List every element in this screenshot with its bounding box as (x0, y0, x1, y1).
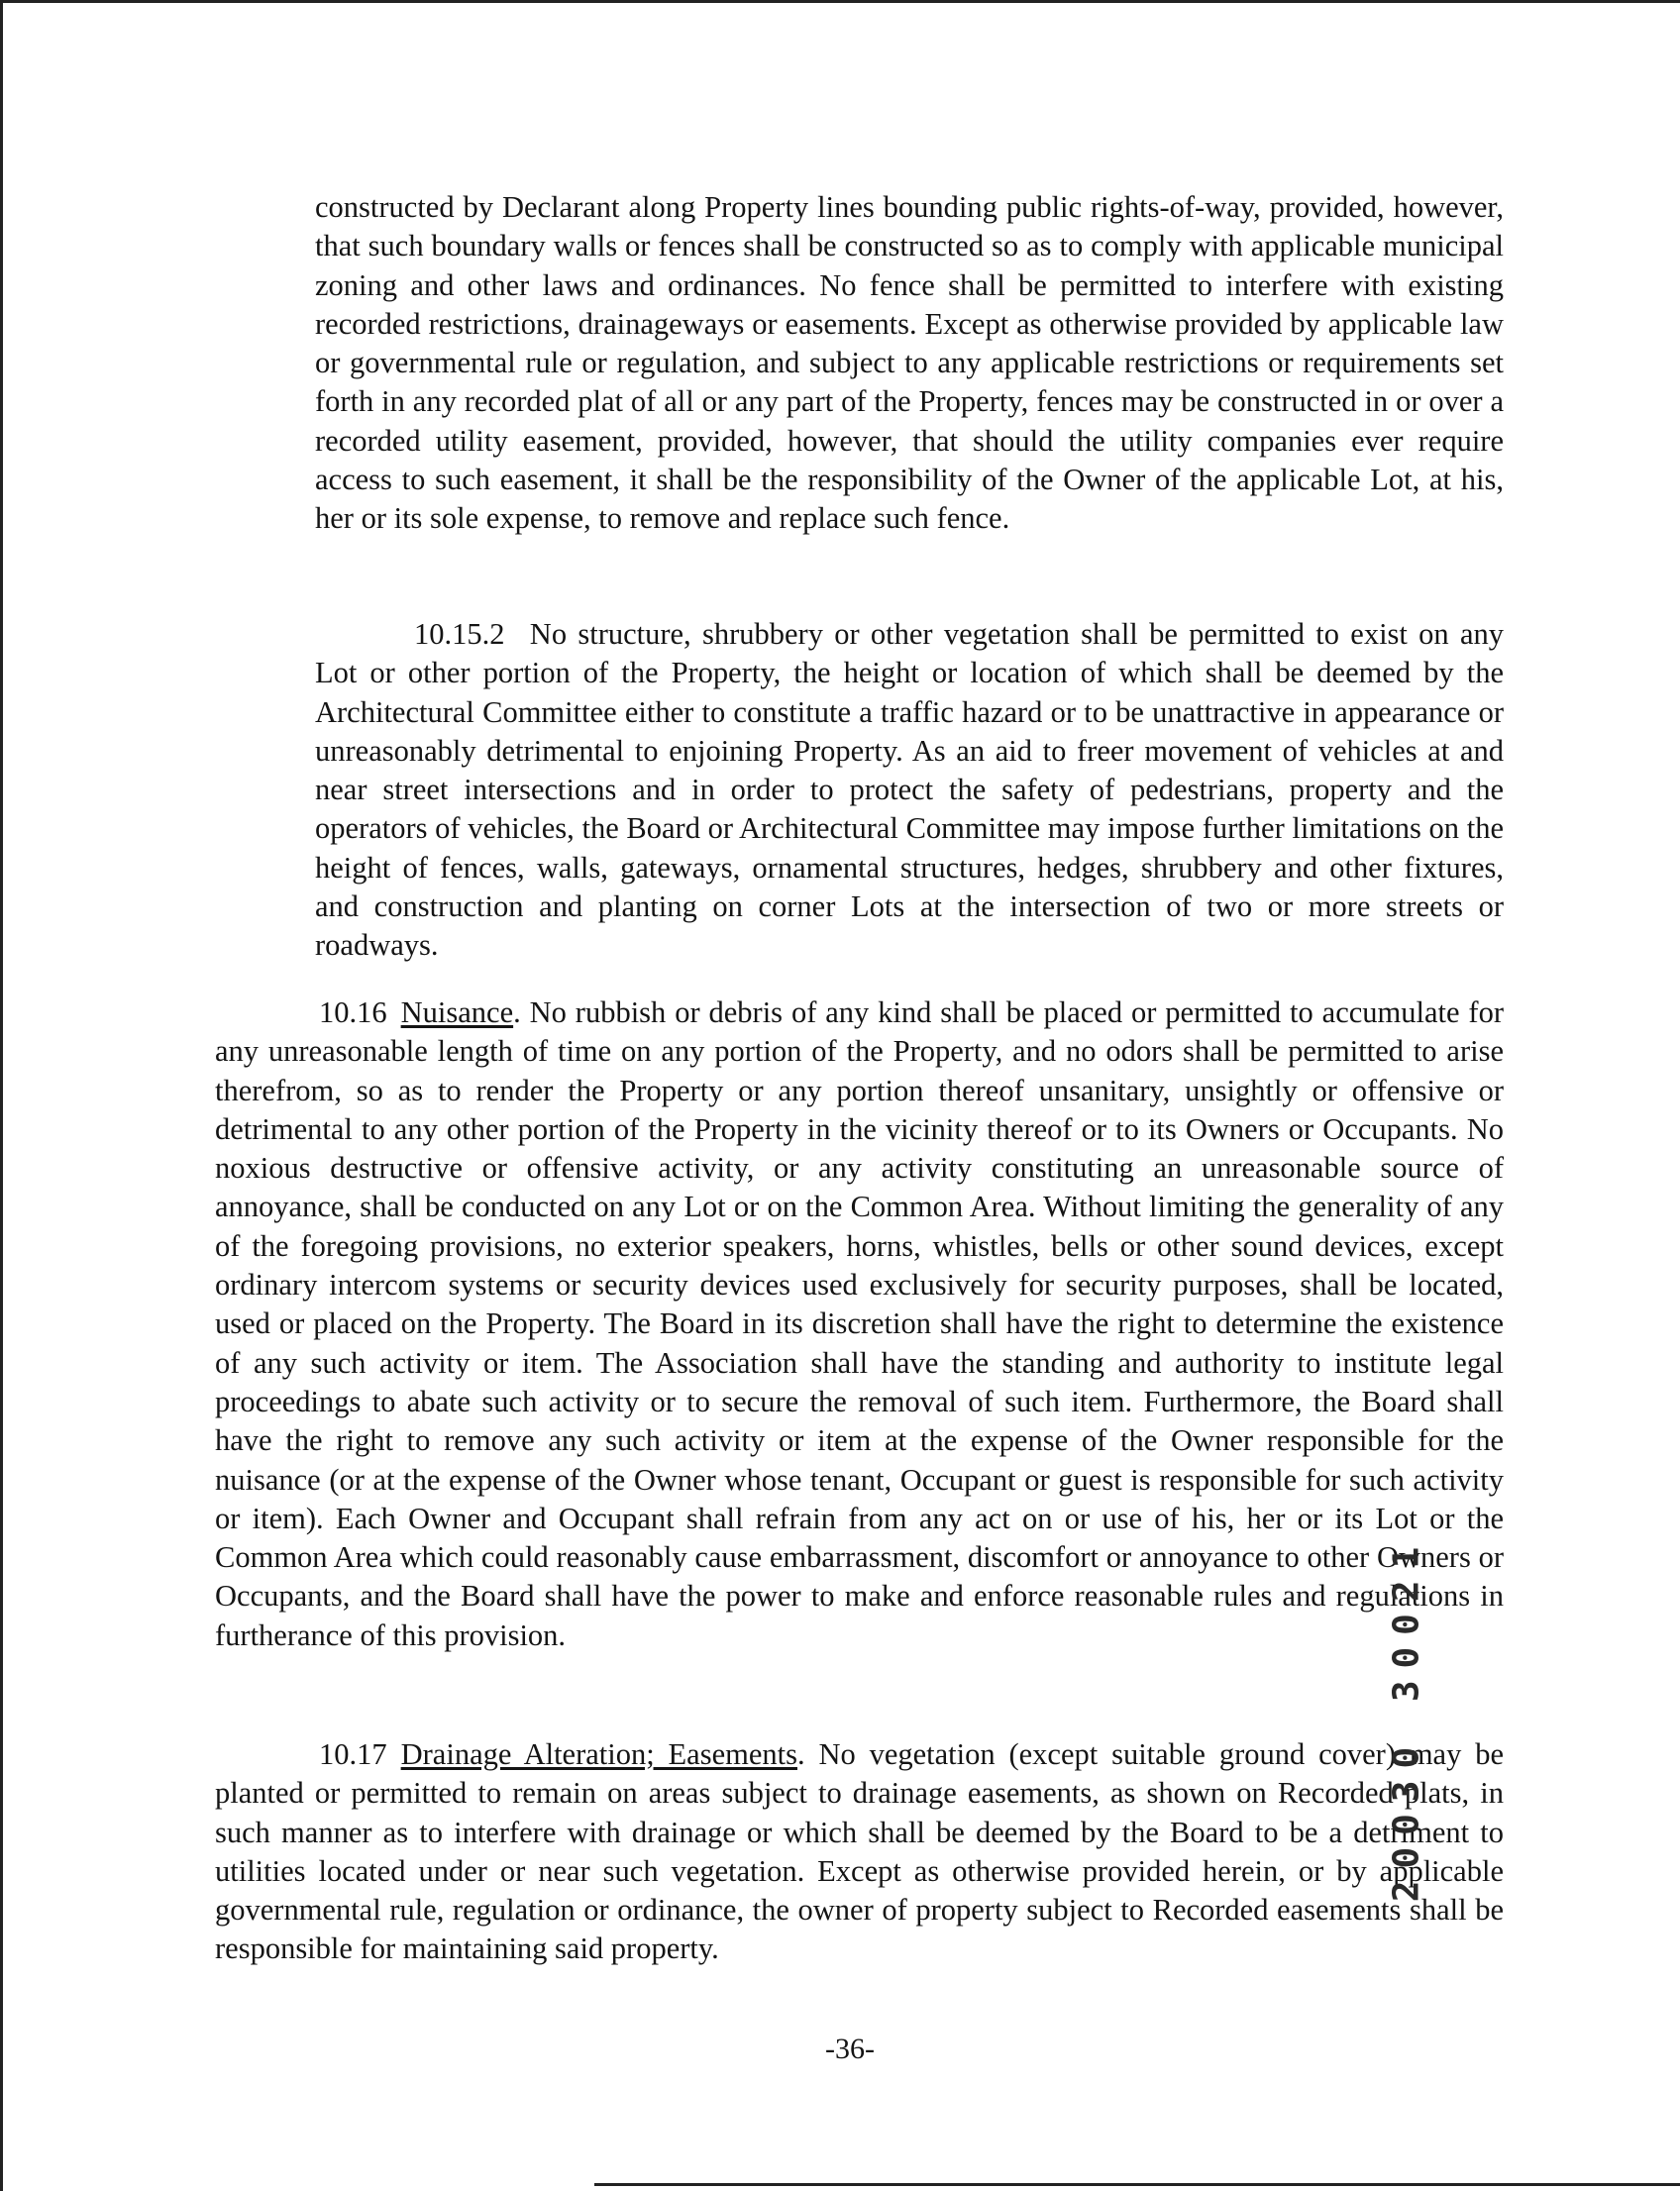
section-body: . No rubbish or debris of any kind shall be placed or permitted to accumulate for any unreasonable length of time on any portion of the Property, and no odors shall be permitted to arise therefrom, so as to render the Property or any portion thereof unsanitary, unsightly or offensive or detrimental to any other portion of the Property in the vicinity thereof or to its Owners or Occupants. No noxious destructive or offensive activity, or any activity constituting an unreasonable source of annoyance, shall be conducted on any Lot or on the Common Area. Without limiting the generality of any of the foregoing provisions, no exterior speakers, horns, whistles, bells or other sound devices, except ordinary intercom systems or security devices used exclusively for security purposes, shall be located, used or placed on the Property. The Board in its discretion shall have the right to determine the existence of any such activity or item. The Association shall have the standing and authority to institute legal proceedings to abate such activity or to secure the removal of such item. Furthermore, the Board shall have the right to remove any such activity or item at the expense of the Owner responsible for the nuisance (or at the expense of the Owner whose tenant, Occupant or guest is responsible for such activity or item). Each Owner and Occupant shall refrain from any act on or use of his, her or its Lot or the Common Area which could reasonably cause embarrassment, discomfort or annoyance to other Owners or Occupants, and the Board shall have the power to make and enforce reasonable rules and regulations in furtherance of this provision. (215, 995, 1504, 1652)
section-number: 10.16 (319, 995, 387, 1029)
section-heading: Drainage Alteration; Easements (400, 1737, 797, 1771)
section-number: 10.15.2 (414, 617, 505, 651)
section-body: No structure, shrubbery or other vegetation shall be permitted to exist on any Lot or other portion of the Property, the height or location of which shall be deemed by the Architectural Committee either to constitute a traffic hazard or to be unattractive in appearance or unreasonably detrimental to enjoining Property. As an aid to freer movement of vehicles at and near street intersections and in order to protect the safety of pedestrians, property and the operators of vehicles, the Board or Architectural Committee may impose further limitations on the height of fences, walls, gateways, ornamental structures, hedges, shrubbery and other fixtures, and construction and planting on corner Lots at the intersection of two or more streets or roadways. (315, 617, 1505, 963)
paragraph-fence-continuation: constructed by Declarant along Property lines bounding public rights-of-way, provided, however, that such boundary walls or fences shall be constructed so as to comply with applicable municipal zoning and other laws and ordinances. No fence shall be permitted to interfere with existing recorded restrictions, drainageways or easements. Except as otherwise provided by applicable law or governmental rule or regulation, and subject to any applicable restrictions or requirements set forth in any recorded plat of all or any part of the Property, fences may be constructed in or over a recorded utility easement, provided, however, that should the utility companies ever require access to such easement, it shall be the responsibility of the Owner of the applicable Lot, at his, her or its sole expense, to remove and replace such fence. (315, 190, 1504, 536)
paragraph-10-17-drainage (215, 1735, 1504, 1969)
section-heading: Nuisance (400, 995, 514, 1029)
page-number: -36- (825, 2033, 875, 2065)
paragraph-10-16-nuisance (215, 993, 1504, 1655)
margin-stamp (1377, 1534, 1436, 1903)
margin-stamp-text: 20030 30021 (1386, 1534, 1427, 1903)
section-body: . No vegetation (except suitable ground cover) may be planted or permitted to remain on areas subject to drainage easements, as shown on Recorded plats, in such manner as to interfere with drainage or which shall be deemed by the Board to be a detriment to utilities located under or near such vegetation. Except as otherwise provided herein, or by applicable governmental rule, regulation or ordinance, the owner of property subject to Recorded easements shall be responsible for maintaining said property. (215, 1737, 1504, 1966)
section-number: 10.17 (319, 1737, 387, 1771)
paragraph-10-15-2 (315, 615, 1504, 966)
